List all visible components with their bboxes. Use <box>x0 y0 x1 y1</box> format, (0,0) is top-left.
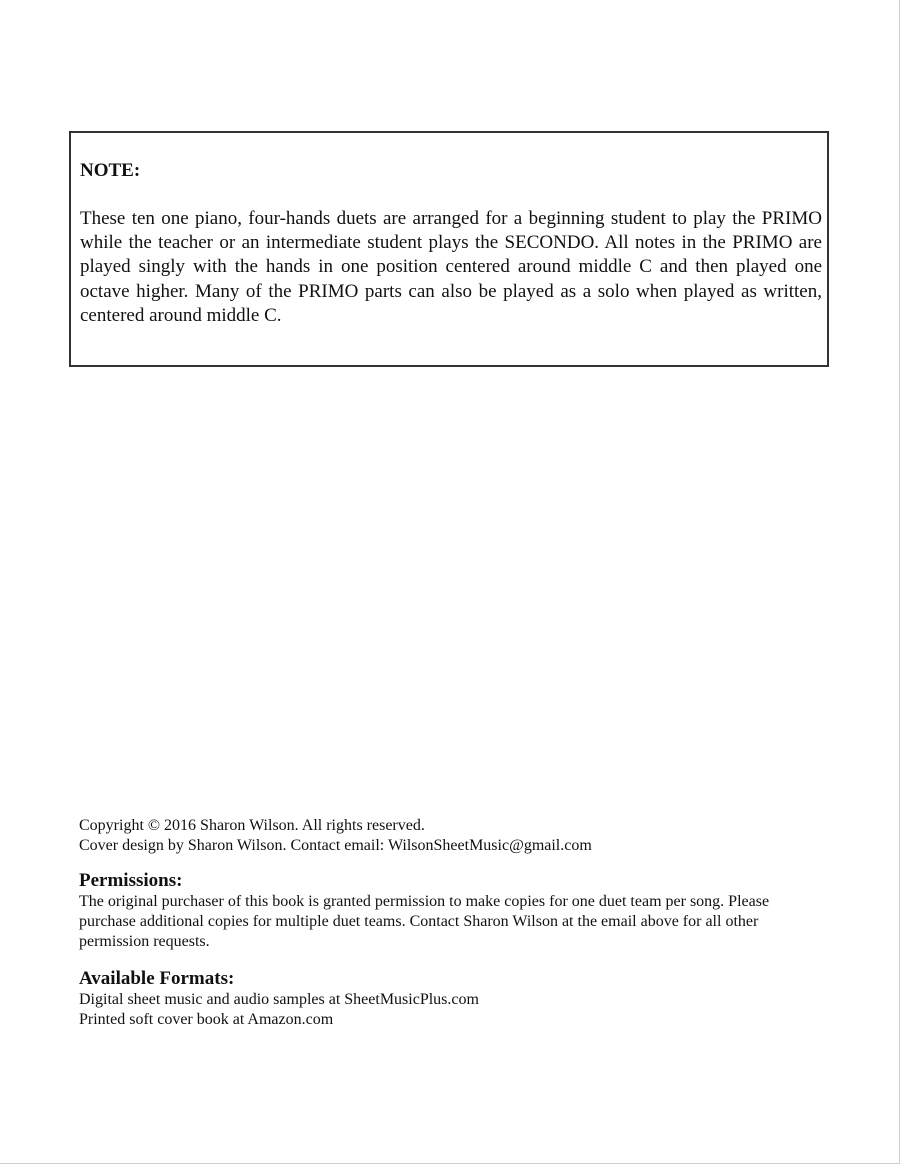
permissions-text: The original purchaser of this book is granted permission to make copies for one duet team per song. Please purchase additional copies for multiple duet teams. Contact Sharon Wilson at the email above for all other permission requests. <box>79 893 770 950</box>
copyright-line: Copyright © 2016 Sharon Wilson. All rights reserved. <box>79 817 425 834</box>
available-formats-section <box>79 968 824 1030</box>
note-title: NOTE: <box>80 160 141 181</box>
cover-design-contact-line: Cover design by Sharon Wilson. Contact email: WilsonSheetMusic@gmail.com <box>79 837 592 854</box>
copyright-block <box>79 816 824 856</box>
footer-info <box>79 816 824 1030</box>
digital-format-line: Digital sheet music and audio samples at SheetMusicPlus.com <box>79 991 479 1008</box>
note-box <box>69 131 829 367</box>
note-body: These ten one piano, four-hands duets are arranged for a beginning student to play the PRIMO while the teacher or an intermediate student plays the SECONDO. All notes in the PRIMO are played singly with the hands in one position centered around middle C and then played one octave higher. Many of the PRIMO parts can also be played as a solo when played as written, centered around middle C. <box>80 208 822 326</box>
permissions-heading: Permissions: <box>79 870 183 891</box>
permissions-section <box>79 870 824 952</box>
print-format-line: Printed soft cover book at Amazon.com <box>79 1011 334 1028</box>
available-formats-heading: Available Formats: <box>79 968 235 989</box>
